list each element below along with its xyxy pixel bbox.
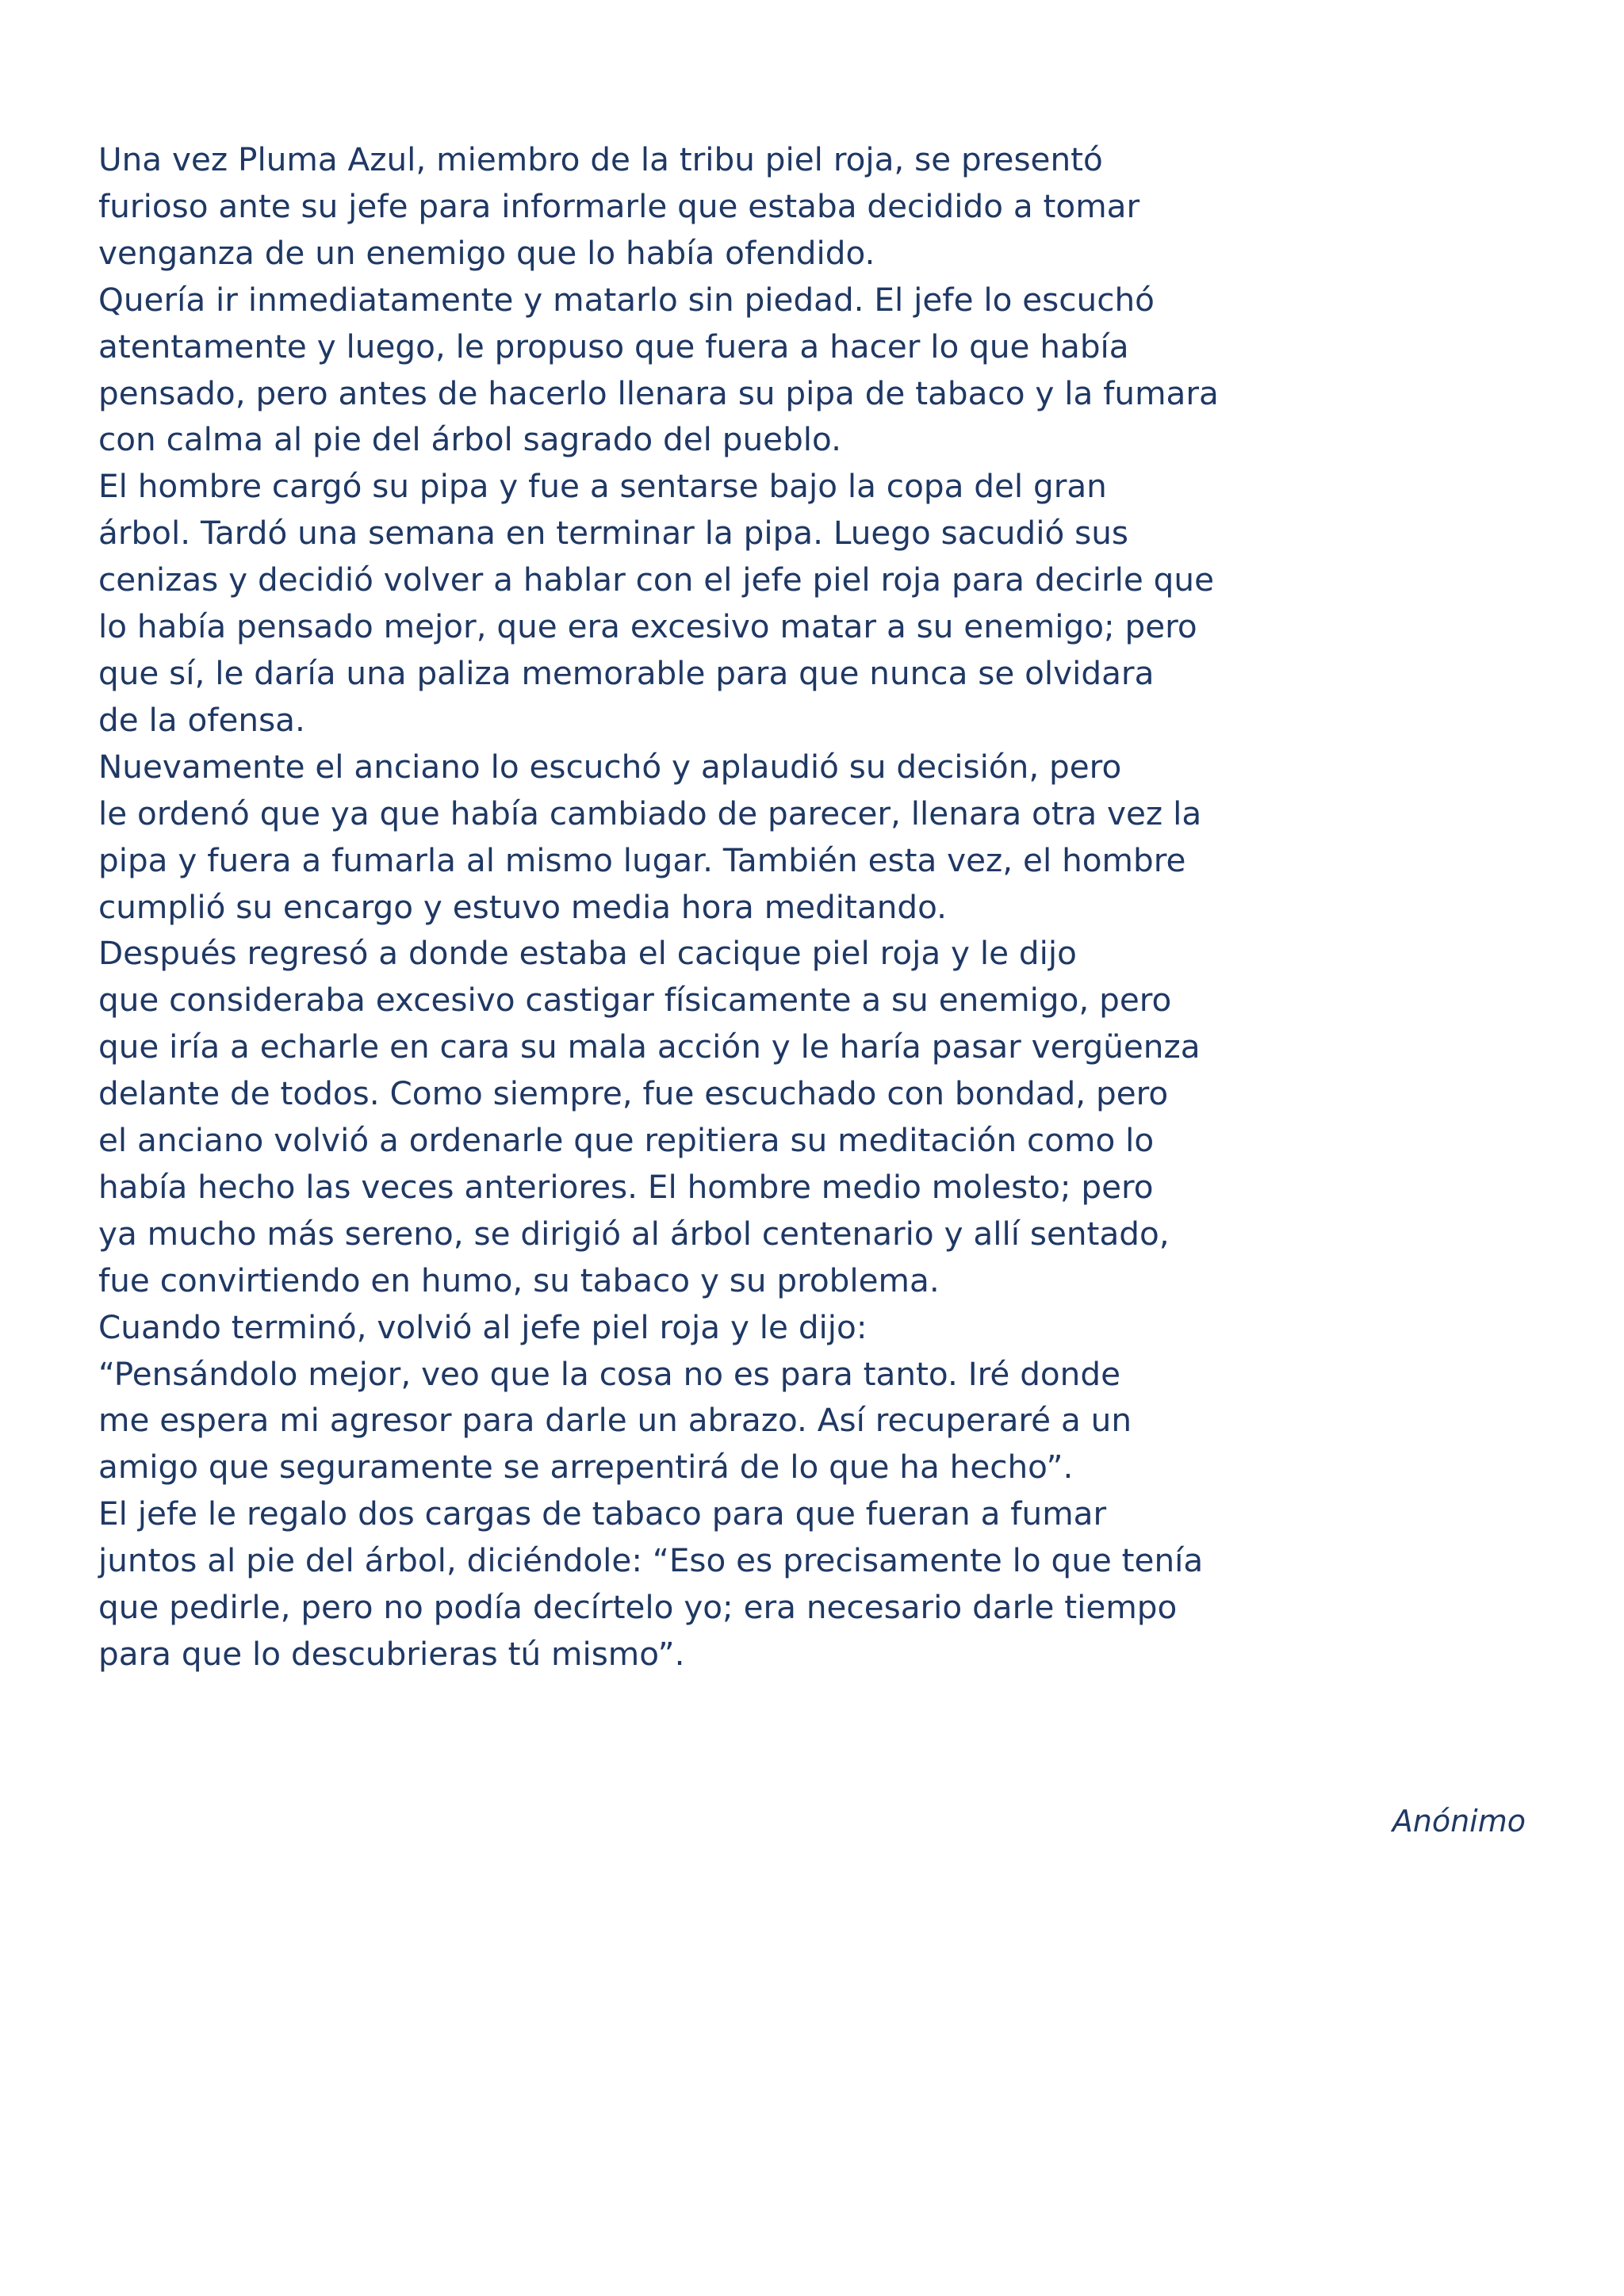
story-line: había hecho las veces anteriores. El hombre medio molesto; pero [98, 1167, 1154, 1206]
story-line: El jefe le regalo dos cargas de tabaco para que fueran a fumar [98, 1494, 1107, 1533]
story-line: que pedirle, pero no podía decírtelo yo; era necesario darle tiempo [98, 1588, 1178, 1627]
story-line: Cuando terminó, volvió al jefe piel roja y le dijo: [98, 1307, 868, 1346]
story-line: Nuevamente el anciano lo escuchó y aplaudió su decisión, pero [98, 747, 1122, 786]
story-line: atentamente y luego, le propuso que fuera a hacer lo que había [98, 327, 1129, 365]
story-line: furioso ante su jefe para informarle que estaba decidido a tomar [98, 186, 1140, 225]
story-line: cenizas y decidió volver a hablar con el jefe piel roja para decirle que [98, 561, 1214, 599]
story-line: fue convirtiendo en humo, su tabaco y su problema. [98, 1261, 940, 1299]
story-line: con calma al pie del árbol sagrado del pueblo. [98, 420, 841, 459]
story-line: lo había pensado mejor, que era excesivo matar a su enemigo; pero [98, 607, 1197, 646]
story-line: venganza de un enemigo que lo había ofendido. [98, 233, 875, 272]
story-line: árbol. Tardó una semana en terminar la pipa. Luego sacudió sus [98, 514, 1129, 553]
story-line: juntos al pie del árbol, diciéndole: “Eso es precisamente lo que tenía [98, 1541, 1204, 1580]
story-body [98, 136, 1288, 1678]
story-line: Después regresó a donde estaba el cacique piel roja y le dijo [98, 934, 1077, 973]
story-line: de la ofensa. [98, 700, 305, 739]
story-line: que iría a echarle en cara su mala acción y le haría pasar vergüenza [98, 1027, 1201, 1066]
story-line: le ordenó que ya que había cambiado de parecer, llenara otra vez la [98, 794, 1202, 832]
story-line: delante de todos. Como siempre, fue escuchado con bondad, pero [98, 1074, 1169, 1113]
story-line: el anciano volvió a ordenarle que repitiera su meditación como lo [98, 1121, 1155, 1160]
story-line: “Pensándolo mejor, veo que la cosa no es para tanto. Iré donde [98, 1354, 1120, 1393]
story-line: pipa y fuera a fumarla al mismo lugar. También esta vez, el hombre [98, 840, 1186, 879]
story-line: Quería ir inmediatamente y matarlo sin piedad. El jefe lo escuchó [98, 280, 1155, 319]
story-line: pensado, pero antes de hacerlo llenara su pipa de tabaco y la fumara [98, 373, 1219, 412]
story-line: para que lo descubrieras tú mismo”. [98, 1635, 685, 1673]
story-line: me espera mi agresor para darle un abrazo. Así recuperaré a un [98, 1401, 1132, 1440]
story-line: cumplió su encargo y estuvo media hora meditando. [98, 887, 948, 926]
story-line: ya mucho más sereno, se dirigió al árbol centenario y allí sentado, [98, 1214, 1170, 1253]
author-signature: Anónimo [1392, 1804, 1526, 1839]
story-line: Una vez Pluma Azul, miembro de la tribu piel roja, se presentó [98, 140, 1103, 178]
story-line: El hombre cargó su pipa y fue a sentarse bajo la copa del gran [98, 467, 1107, 506]
story-line: que sí, le daría una paliza memorable para que nunca se olvidara [98, 653, 1155, 692]
story-line: que consideraba excesivo castigar físicamente a su enemigo, pero [98, 981, 1172, 1020]
story-line: amigo que seguramente se arrepentirá de lo que ha hecho”. [98, 1448, 1074, 1487]
